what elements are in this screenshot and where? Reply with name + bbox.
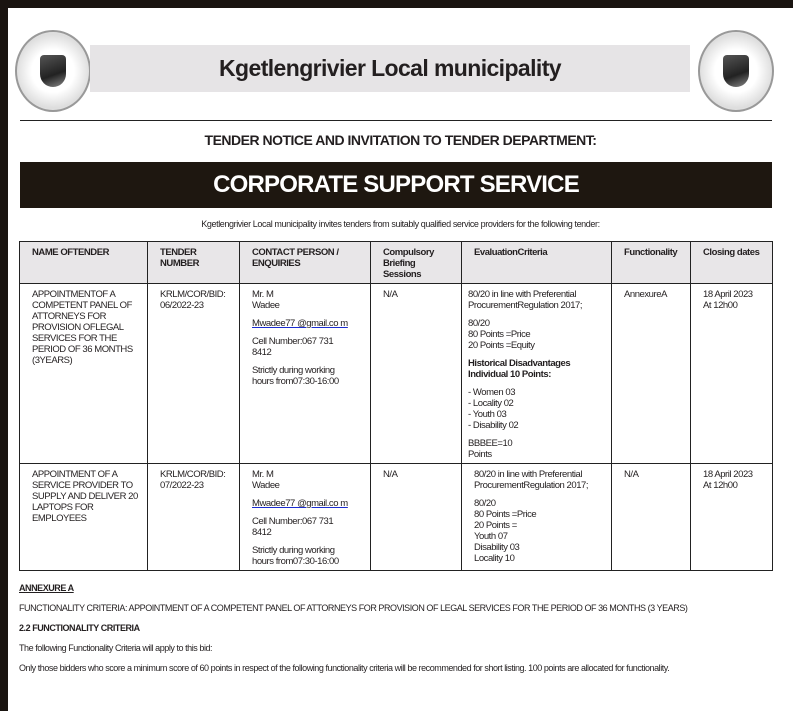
evaluation-criteria [462,284,612,464]
section-heading: 2.2 FUNCTIONALITY CRITERIA [19,623,140,633]
page-title: Kgetlengrivier Local municipality [90,45,690,92]
column-header: Closing dates [691,242,773,284]
tender-name: APPOINTMENT OF A SERVICE PROVIDER TO SUPPLY AND DELIVER 20 LAPTOPS FOR EMPLOYEES [20,464,148,571]
table-row [20,284,773,464]
eval-bbbee: BBBEE=10 Points [468,438,513,460]
table-row [20,464,773,571]
column-header: Compulsory Briefing Sessions [371,242,462,284]
functionality: N/A [612,464,691,571]
eval-list: - Women 03 - Locality 02 - Youth 03 - Disability 02 [468,387,519,431]
shortlist-text: Only those bidders who score a minimum score of 60 points in respect of the following functionality criteria will be recommended for short listing. 100 points are allocated for functionality. [19,663,670,673]
content-flow [19,241,772,674]
email-link[interactable]: Mwadee77 @gmail.co m [252,318,348,329]
coat-of-arms-icon [40,55,66,87]
apply-text: The following Functionality Criteria will apply to this bid: [19,643,213,653]
cell-number: Cell Number:067 731 8412 [252,336,334,358]
contact-hours: Strictly during working hours from07:30-16:00 [252,545,339,567]
column-header: Functionality [612,242,691,284]
contact-cell [240,284,371,464]
annexure-criteria: FUNCTIONALITY CRITERIA: APPOINTMENT OF A COMPETENT PANEL OF ATTORNEYS FOR PROVISION OF LEGAL SERVICES FOR THE PERIOD OF 36 MONTHS (3 YEARS) [19,603,688,613]
tender-table [19,241,773,571]
tender-number: KRLM/COR/BID: 07/2022-23 [148,464,240,571]
municipality-logo-right [698,30,774,112]
table-header-row [20,242,773,284]
eval-points: 80/20 80 Points =Price 20 Points = Youth 07 Disability 03 Locality 10 [474,498,537,564]
subheading: TENDER NOTICE AND INVITATION TO TENDER DEPARTMENT: [204,132,597,148]
functionality: AnnexureA [612,284,691,464]
closing-date: 18 April 2023 At 12h00 [691,464,773,571]
contact-hours: Strictly during working hours from07:30-16:00 [252,365,339,387]
column-header: CONTACT PERSON / ENQUIRIES [240,242,371,284]
department-banner: CORPORATE SUPPORT SERVICE [20,162,772,208]
briefing: N/A [371,284,462,464]
eval-points: 80/20 80 Points =Price 20 Points =Equity [468,318,535,351]
column-header: TENDER NUMBER [148,242,240,284]
contact-name: Mr. M Wadee [252,469,280,491]
coat-of-arms-icon [723,55,749,87]
closing-date: 18 April 2023 At 12h00 [691,284,773,464]
tender-name: APPOINTMENTOF A COMPETENT PANEL OF ATTORNEYS FOR PROVISION OFLEGAL SERVICES FOR THE PERIOD OF 36 MONTHS (3YEARS) [20,284,148,464]
document-page [8,8,793,711]
contact-cell [240,464,371,571]
column-header: EvaluationCriteria [462,242,612,284]
divider [20,120,772,121]
eval-heading: Historical Disadvantages Individual 10 Points: [468,358,571,380]
briefing: N/A [371,464,462,571]
municipality-logo-left [15,30,91,112]
cell-number: Cell Number:067 731 8412 [252,516,334,538]
email-link[interactable]: Mwadee77 @gmail.co m [252,498,348,509]
intro-text: Kgetlengrivier Local municipality invites tenders from suitably qualified service providers for the following tender: [201,219,600,229]
annexure-title: ANNEXURE A [19,583,74,593]
tender-number: KRLM/COR/BID: 06/2022-23 [148,284,240,464]
contact-name: Mr. M Wadee [252,289,280,311]
eval-text: 80/20 in line with Preferential ProcurementRegulation 2017; [474,469,589,491]
column-header: NAME OFTENDER [20,242,148,284]
eval-text: 80/20 in line with Preferential ProcurementRegulation 2017; [468,289,583,311]
evaluation-criteria [462,464,612,571]
